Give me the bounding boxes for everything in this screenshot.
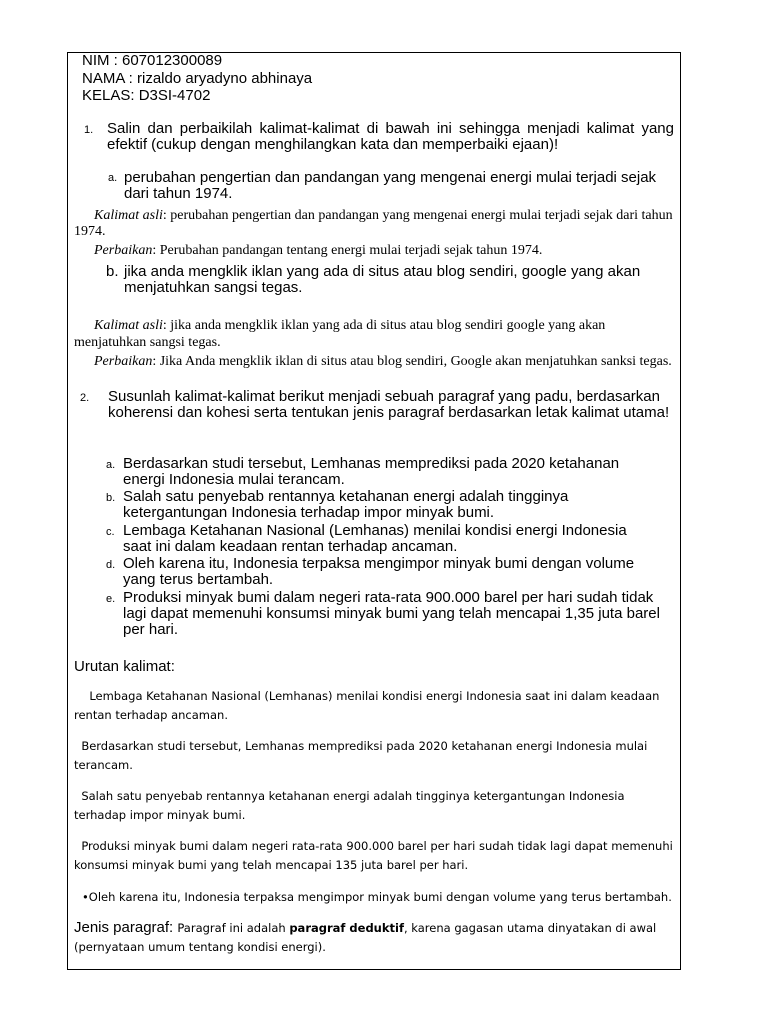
q2-number: 2. bbox=[80, 392, 90, 404]
urutan-item-2 bbox=[74, 737, 674, 775]
q1-text: Salin dan perbaikilah kalimat-kalimat di bawah ini sehingga menjadi kalimat yang efektif (cukup dengan menghilangkan kata dan memperbaiki ejaan)! bbox=[107, 120, 674, 153]
q1b-perbaikan-text: : Jika Anda mengklik iklan di situs atau blog sendiri, Google akan menjatuhkan sanksi tegas. bbox=[152, 354, 672, 369]
q1a-asli-text: : perubahan pengertian dan pandangan yang mengenai energi mulai terjadi sejak dari tahun 1974. bbox=[74, 208, 673, 239]
nim-line: NIM : 607012300089 bbox=[82, 52, 223, 69]
urutan-item-3 bbox=[74, 787, 674, 825]
nama-line: NAMA : rizaldo aryadyno abhinaya bbox=[82, 70, 313, 87]
q1a-text: perubahan pengertian dan pandangan yang mengenai energi mulai terjadi sejak dari tahun 1974. bbox=[124, 169, 657, 202]
kelas-line: KELAS: D3SI-4702 bbox=[82, 87, 211, 104]
urutan-item-text: Berdasarkan studi tersebut, Lemhanas memprediksi pada 2020 ketahanan energi Indonesia mulai terancam. bbox=[74, 739, 648, 772]
q1a-marker: a. bbox=[108, 172, 118, 184]
q1-number: 1. bbox=[84, 124, 94, 136]
q1a-perbaikan bbox=[94, 243, 542, 259]
q1a-perbaikan-text: : Perubahan pandangan tentang energi mulai terjadi sejak tahun 1974. bbox=[152, 243, 543, 258]
urutan-heading: Urutan kalimat: bbox=[74, 658, 175, 675]
urutan-item-text: •Oleh karena itu, Indonesia terpaksa mengimpor minyak bumi dengan volume yang terus bertambah. bbox=[82, 890, 672, 904]
urutan-item-text: Produksi minyak bumi dalam negeri rata-rata 900.000 barel per hari sudah tidak lagi dapat memenuhi konsumsi minyak bumi yang telah mencapai 135 juta barel per hari. bbox=[74, 839, 673, 872]
jenis-paragraf bbox=[74, 919, 674, 957]
q2-item-text: Berdasarkan studi tersebut, Lemhanas memprediksi pada 2020 ketahanan energi Indonesia mulai terancam. bbox=[123, 455, 620, 488]
urutan-item-4 bbox=[74, 837, 674, 875]
q1b-perbaikan bbox=[74, 353, 674, 370]
q2-item-marker: e. bbox=[106, 593, 116, 605]
urutan-item-text: Lembaga Ketahanan Nasional (Lemhanas) menilai kondisi energi Indonesia saat ini dalam keadaan rentan terhadap ancaman. bbox=[74, 689, 660, 722]
q2-text: Susunlah kalimat-kalimat berikut menjadi sebuah paragraf yang padu, berdasarkan koherensi dan kohesi serta tentukan jenis paragraf berdasarkan letak kalimat utama! bbox=[108, 388, 670, 421]
q2-item-marker: c. bbox=[106, 526, 115, 538]
q2-item-text: Lembaga Ketahanan Nasional (Lemhanas) menilai kondisi energi Indonesia saat ini dalam keadaan rentan terhadap ancaman. bbox=[123, 522, 627, 555]
urutan-item-text: Salah satu penyebab rentannya ketahanan energi adalah tingginya ketergantungan Indonesia terhadap impor minyak bumi. bbox=[74, 789, 625, 822]
jenis-label: Jenis paragraf: bbox=[74, 919, 178, 936]
urutan-item-5 bbox=[82, 888, 674, 907]
jenis-pre: Paragraf ini adalah bbox=[177, 921, 290, 935]
q1b-perbaikan-label: Perbaikan bbox=[94, 354, 153, 369]
q1b-asli-text: : jika anda mengklik iklan yang ada di situs atau blog sendiri google yang akan menjatuhkan sangsi tegas. bbox=[74, 318, 606, 350]
q1b-text: jika anda mengklik iklan yang ada di situs atau blog sendiri, google yang akan menjatuhkan sangsi tegas. bbox=[124, 263, 641, 296]
jenis-post: , karena gagasan utama dinyatakan di awal (pernyataan umum tentang kondisi energi). bbox=[74, 921, 657, 954]
q1b-asli-label: Kalimat asli bbox=[94, 318, 163, 333]
q1a-perbaikan-label: Perbaikan bbox=[94, 243, 153, 258]
q2-item-text: Oleh karena itu, Indonesia terpaksa mengimpor minyak bumi dengan volume yang terus bertambah. bbox=[123, 555, 635, 588]
q1a-asli bbox=[74, 208, 674, 240]
q2-item-marker: a. bbox=[106, 459, 116, 471]
q1b-asli bbox=[74, 317, 674, 351]
q2-item-text: Produksi minyak bumi dalam negeri rata-rata 900.000 barel per hari sudah tidak lagi dapat memenuhi konsumsi minyak bumi yang telah mencapai 1,35 juta barel per hari. bbox=[123, 589, 660, 638]
jenis-bold: paragraf deduktif bbox=[289, 921, 404, 935]
q2-item-text: Salah satu penyebab rentannya ketahanan energi adalah tingginya ketergantungan Indonesia terhadap impor minyak bumi. bbox=[123, 488, 569, 521]
q2-item-marker: d. bbox=[106, 559, 116, 571]
q1a-asli-label: Kalimat asli bbox=[94, 208, 163, 223]
q2-item-marker: b. bbox=[106, 492, 116, 504]
q1b-marker: b. bbox=[106, 263, 119, 280]
urutan-item-1 bbox=[74, 687, 674, 725]
